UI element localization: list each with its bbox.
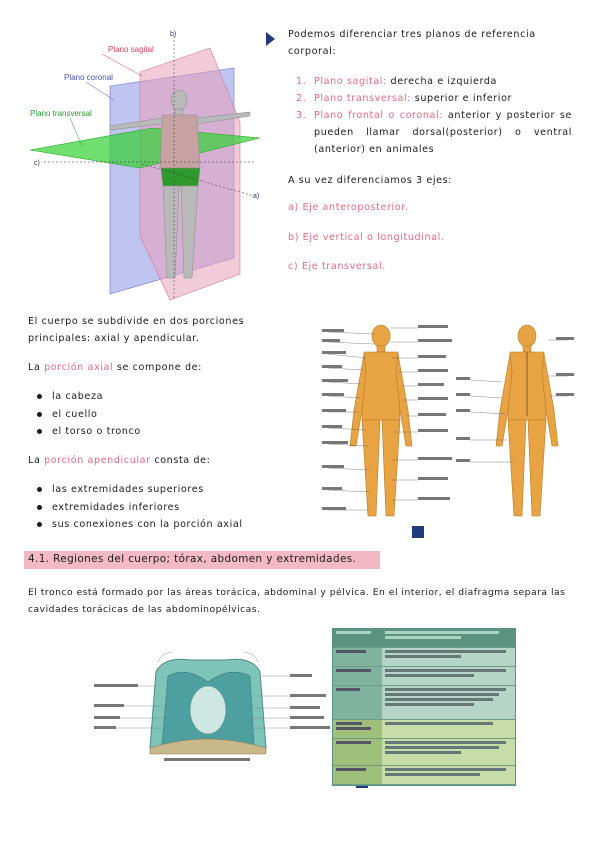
label-sagital: Plano sagital — [108, 45, 154, 54]
cavities-table — [333, 629, 515, 785]
porciones-intro: El cuerpo se subdivide en dos porciones principales: axial y apendicular. — [28, 316, 245, 344]
list-item: el torso o tronco — [30, 423, 300, 441]
axis-a-label: a) — [253, 193, 260, 200]
apendicular-heading: La porción apendicular consta de: — [28, 455, 211, 466]
list-item: el cuello — [30, 406, 300, 424]
thorax-figure — [94, 652, 330, 770]
eje-item-b: b) Eje vertical o longitudinal. — [288, 232, 445, 243]
axial-list — [30, 388, 300, 441]
axis-c-label: c) — [34, 160, 40, 167]
section-heading: 4.1. Regiones del cuerpo; tórax, abdomen y extremidades. — [28, 553, 357, 565]
list-item: la cabeza — [30, 388, 300, 406]
label-coronal: Plano coronal — [64, 73, 113, 82]
eje-item-c: c) Eje transversal. — [288, 261, 386, 272]
list-item: sus conexiones con la porción axial — [30, 516, 300, 534]
body-regions-figure — [320, 320, 578, 524]
axial-heading: La porción axial se compone de: — [28, 362, 202, 373]
label-transversal: Plano transversal — [30, 109, 92, 118]
heart-shape — [190, 686, 226, 734]
section-paragraph: El tronco está formado por las áreas torácica, abdominal y pélvica. En el interior, el diafragma separa las cavidades torácicas de las abdominopélvicas. — [28, 587, 566, 615]
ejes-intro: A su vez diferenciamos 3 ejes: — [288, 175, 453, 186]
list-item: las extremidades superiores — [30, 481, 300, 499]
cavities-table-figure — [332, 628, 516, 786]
body-planes-figure — [22, 26, 272, 300]
plano-item-3: 3. Plano frontal o coronal: anterior y posterior se pueden llamar dorsal(posterior) o ventral (anterior) en animales — [296, 110, 572, 155]
axis-b-label: b) — [170, 31, 177, 38]
nav-dash — [356, 786, 368, 788]
plano-item-1: 1. Plano sagital: derecha e izquierda — [296, 76, 498, 87]
list-item: extremidades inferiores — [30, 499, 300, 517]
apendicular-list — [30, 481, 300, 534]
intro-paragraph: Podemos diferenciar tres planos de referencia corporal: — [288, 29, 536, 57]
nav-marker — [266, 32, 275, 46]
nav-square — [412, 526, 424, 538]
eje-item-a: a) Eje anteroposterior. — [288, 202, 409, 213]
plano-item-2: 2. Plano transversal: superior e inferior — [296, 93, 513, 104]
planos-list — [290, 73, 572, 158]
